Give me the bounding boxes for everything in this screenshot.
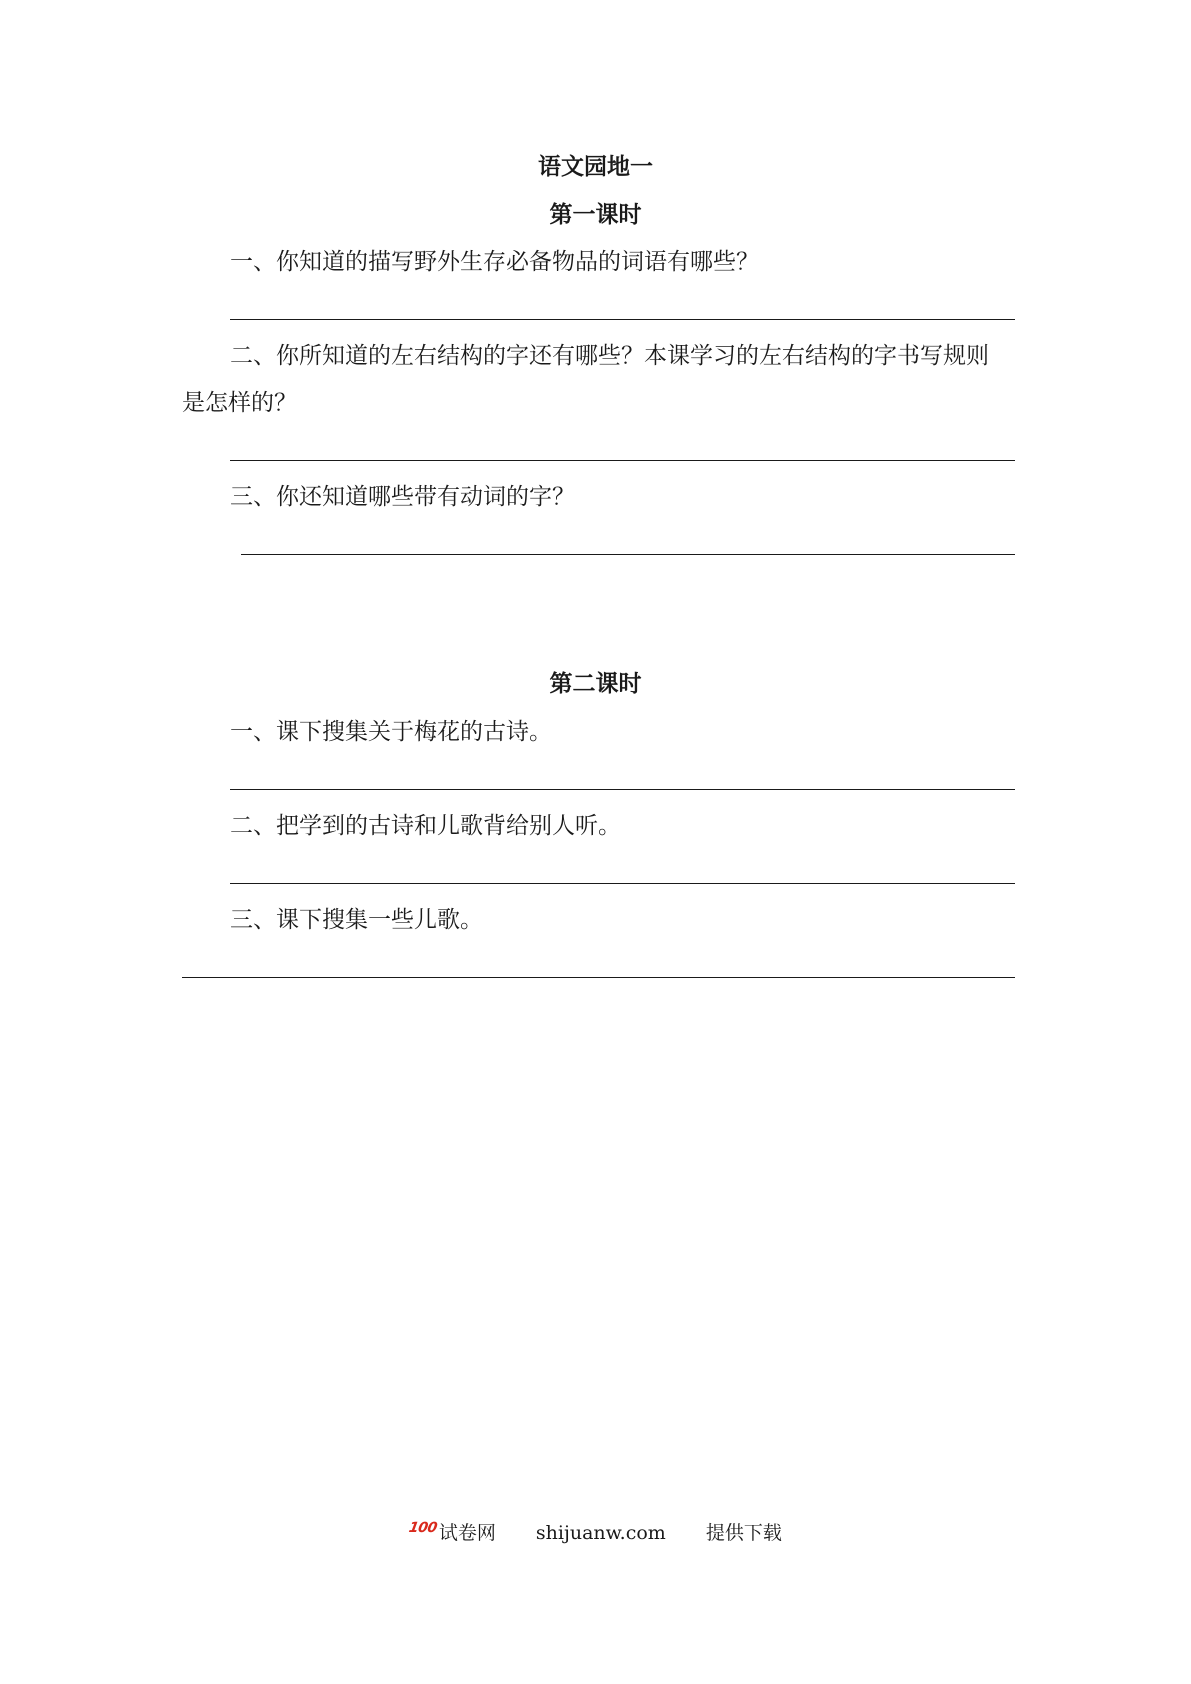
lesson2-question-2: 二、把学到的古诗和儿歌背给别人听。 <box>230 813 621 839</box>
lesson1-answer-line-1 <box>230 319 1015 320</box>
lesson1-question-2-line2: 是怎样的？ <box>182 390 297 416</box>
lesson1-heading: 第一课时 <box>549 202 642 228</box>
footer-site-name: 试卷网 <box>438 1522 496 1544</box>
lesson1-answer-line-3 <box>241 554 1015 555</box>
lesson1-question-3: 三、你还知道哪些带有动词的字？ <box>230 484 575 510</box>
lesson2-heading: 第二课时 <box>549 671 642 697</box>
lesson2-answer-line-1 <box>230 789 1015 790</box>
lesson2-question-1: 一、课下搜集关于梅花的古诗。 <box>230 719 552 745</box>
lesson1-answer-line-2 <box>230 460 1015 461</box>
lesson2-answer-line-3 <box>182 977 1015 978</box>
footer-domain-link[interactable]: shijuanw.com <box>535 1522 666 1544</box>
document-title: 语文园地一 <box>538 154 653 180</box>
lesson2-question-3: 三、课下搜集一些儿歌。 <box>230 907 483 933</box>
lesson2-answer-line-2 <box>230 883 1015 884</box>
page-footer <box>0 1520 1191 1545</box>
footer-tagline: 提供下载 <box>705 1522 782 1544</box>
lesson1-question-1: 一、你知道的描写野外生存必备物品的词语有哪些？ <box>230 249 759 275</box>
site-logo: 100 <box>407 1520 439 1536</box>
lesson1-question-2-line1: 二、你所知道的左右结构的字还有哪些？本课学习的左右结构的字书写规则 <box>230 343 989 369</box>
